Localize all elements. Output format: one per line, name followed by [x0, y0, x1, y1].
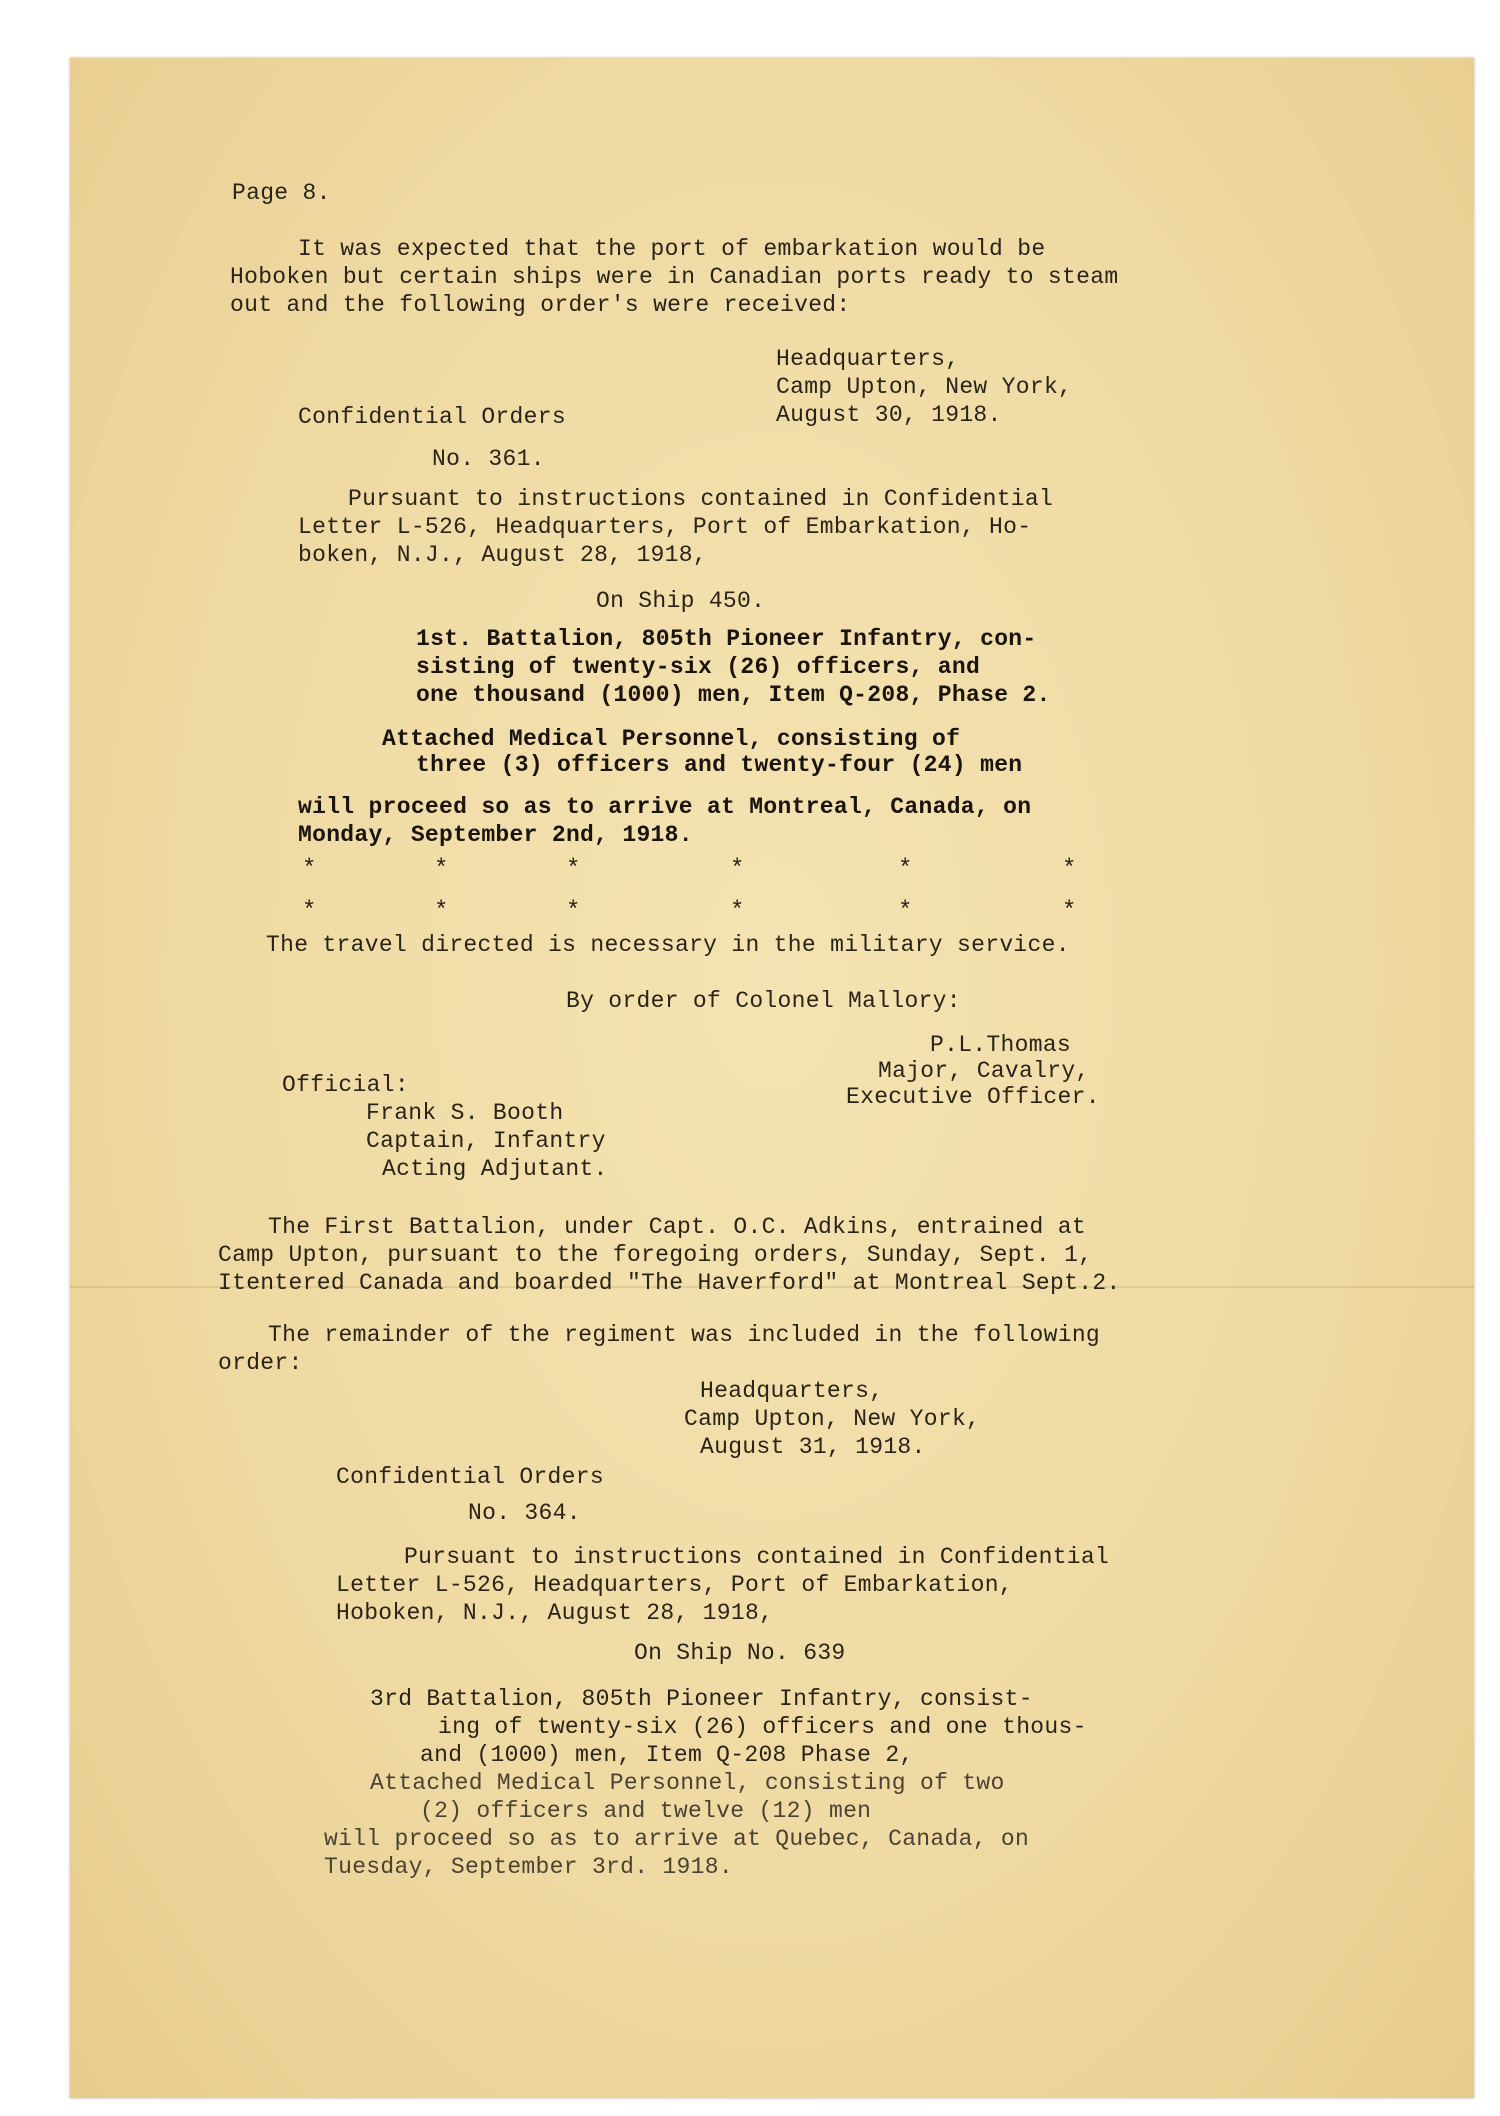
order1-signer-line-1: P.L.Thomas: [930, 1032, 1072, 1058]
order1-pursuant-line-3: boken, N.J., August 28, 1918,: [298, 542, 707, 568]
asterisk-mark: *: [566, 856, 581, 883]
order1-signer-line-3: Executive Officer.: [846, 1084, 1100, 1110]
order2-pursuant-line-1: Pursuant to instructions contained in Confidential: [404, 1544, 1110, 1570]
asterisk-mark: *: [1062, 856, 1077, 883]
page-label: Page 8.: [232, 180, 331, 206]
order1-official-rank: Captain, Infantry: [366, 1128, 606, 1154]
order1-hq-line-3: August 30, 1918.: [776, 402, 1002, 428]
order1-pursuant-line-1: Pursuant to instructions contained in Confidential: [348, 486, 1054, 512]
order1-pursuant-line-2: Letter L-526, Headquarters, Port of Embarkation, Ho-: [298, 514, 1032, 540]
order2-hq-line-3: August 31, 1918.: [700, 1434, 926, 1460]
order1-battalion-line-2: sisting of twenty-six (26) officers, and: [416, 654, 981, 680]
order1-by-order: By order of Colonel Mallory:: [566, 988, 961, 1014]
asterisk-mark: *: [898, 898, 913, 925]
order2-pursuant-line-2: Letter L-526, Headquarters, Port of Embarkation,: [336, 1572, 1013, 1598]
order2-battalion-line-1: 3rd Battalion, 805th Pioneer Infantry, consist-: [370, 1686, 1033, 1712]
intro-line-2: Hoboken but certain ships were in Canadian ports ready to steam: [230, 264, 1119, 290]
order1-medical-line-1: Attached Medical Personnel, consisting of: [382, 726, 961, 752]
asterisk-mark: *: [302, 898, 317, 925]
intro-line-1: It was expected that the port of embarkation would be: [298, 236, 1046, 262]
order2-battalion-line-6: will proceed so as to arrive at Quebec, Canada, on: [324, 1826, 1030, 1852]
order2-number: No. 364.: [468, 1500, 581, 1526]
asterisk-mark: *: [730, 856, 745, 883]
asterisk-mark: *: [434, 856, 449, 883]
asterisk-mark: *: [730, 898, 745, 925]
asterisk-mark: *: [1062, 898, 1077, 925]
order2-battalion-line-3: and (1000) men, Item Q-208 Phase 2,: [420, 1742, 914, 1768]
order1-number: No. 361.: [432, 446, 545, 472]
narrative-line-1: The First Battalion, under Capt. O.C. Adkins, entrained at: [268, 1214, 1086, 1240]
order1-official-role: Acting Adjutant.: [382, 1156, 608, 1182]
narrative-line-3: Itentered Canada and boarded "The Haverford" at Montreal Sept.2.: [218, 1270, 1121, 1296]
order2-battalion-line-7: Tuesday, September 3rd. 1918.: [324, 1854, 733, 1880]
asterisk-mark: *: [898, 856, 913, 883]
order1-battalion-line-3: one thousand (1000) men, Item Q-208, Phase 2.: [416, 682, 1051, 708]
order2-ship: On Ship No. 639: [634, 1640, 846, 1666]
order1-ship: On Ship 450.: [596, 588, 766, 614]
order2-pursuant-line-3: Hoboken, N.J., August 28, 1918,: [336, 1600, 774, 1626]
order1-hq-line-1: Headquarters,: [776, 346, 960, 372]
order1-battalion-line-1: 1st. Battalion, 805th Pioneer Infantry, con-: [416, 626, 1037, 652]
narrative-line-2: Camp Upton, pursuant to the foregoing orders, Sunday, Sept. 1,: [218, 1242, 1093, 1268]
order2-battalion-line-2: ing of twenty-six (26) officers and one thous-: [438, 1714, 1087, 1740]
order2-battalion-line-5: (2) officers and twelve (12) men: [420, 1798, 872, 1824]
order1-proceed-line-1: will proceed so as to arrive at Montreal, Canada, on: [298, 794, 1032, 820]
remainder-line-1: The remainder of the regiment was included in the following: [268, 1322, 1101, 1348]
order1-proceed-line-2: Monday, September 2nd, 1918.: [298, 822, 693, 848]
order1-official-label: Official:: [282, 1072, 409, 1098]
order1-travel-statement: The travel directed is necessary in the military service.: [266, 932, 1070, 958]
remainder-line-2: order:: [218, 1350, 303, 1376]
order1-title: Confidential Orders: [298, 404, 566, 430]
order1-signer-line-2: Major, Cavalry,: [878, 1058, 1090, 1084]
asterisk-mark: *: [566, 898, 581, 925]
order2-hq-line-2: Camp Upton, New York,: [684, 1406, 981, 1432]
asterisk-mark: *: [302, 856, 317, 883]
order2-title: Confidential Orders: [336, 1464, 604, 1490]
order1-medical-line-2: three (3) officers and twenty-four (24) men: [416, 752, 1023, 778]
order2-battalion-line-4: Attached Medical Personnel, consisting of two: [370, 1770, 1005, 1796]
order1-hq-line-2: Camp Upton, New York,: [776, 374, 1073, 400]
order2-hq-line-1: Headquarters,: [700, 1378, 884, 1404]
asterisk-mark: *: [434, 898, 449, 925]
order1-official-name: Frank S. Booth: [366, 1100, 564, 1126]
intro-line-3: out and the following order's were received:: [230, 292, 851, 318]
